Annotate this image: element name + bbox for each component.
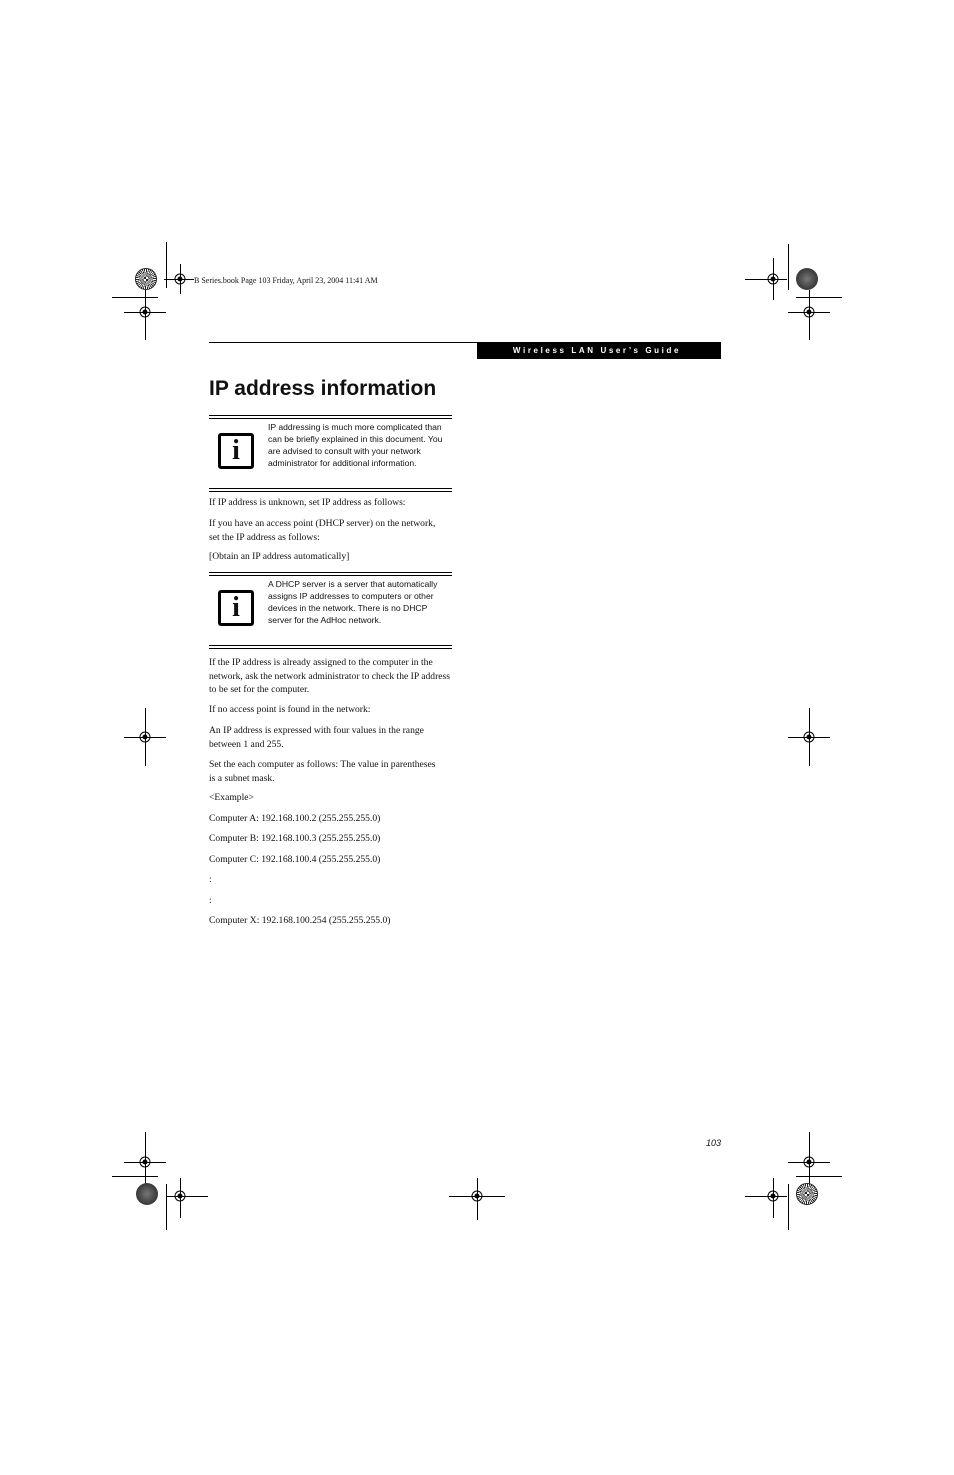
registration-disc-icon bbox=[796, 1183, 818, 1205]
registration-target-icon bbox=[800, 303, 818, 321]
page-title: IP address information bbox=[209, 377, 437, 400]
registration-disc-icon bbox=[136, 1183, 158, 1205]
paragraph: An IP address is expressed with four values in the range between 1 and 255. bbox=[209, 725, 424, 750]
registration-disc-icon bbox=[135, 268, 157, 290]
registration-target-icon bbox=[136, 1153, 154, 1171]
page-number: 103 bbox=[705, 1138, 721, 1148]
paragraph: [Obtain an IP address automatically] bbox=[209, 551, 350, 562]
registration-disc-icon bbox=[796, 268, 818, 290]
example-line: Computer B: 192.168.100.3 (255.255.255.0) bbox=[209, 833, 381, 844]
registration-target-icon bbox=[136, 728, 154, 746]
paragraph: Set the each computer as follows: The value in parentheses is a subnet mask. bbox=[209, 759, 436, 784]
running-header: Wireless LAN User’s Guide bbox=[477, 342, 721, 359]
registration-target-icon bbox=[171, 270, 189, 288]
info-note bbox=[209, 572, 452, 650]
registration-target-icon bbox=[764, 270, 782, 288]
registration-target-icon bbox=[171, 1187, 189, 1205]
paragraph: If you have an access point (DHCP server) on the network, set the IP address as follows: bbox=[209, 518, 436, 543]
registration-target-icon bbox=[764, 1187, 782, 1205]
paragraph: <Example> bbox=[209, 792, 254, 803]
ellipsis-line: : bbox=[209, 895, 212, 906]
info-note bbox=[209, 415, 452, 493]
note-text: A DHCP server is a server that automatically assigns IP addresses to computers or other devices in the network. There is no DHCP server for the AdHoc network. bbox=[268, 579, 438, 625]
registration-target-icon bbox=[468, 1187, 486, 1205]
registration-target-icon bbox=[800, 728, 818, 746]
note-text: IP addressing is much more complicated than can be briefly explained in this document. You are advised to consult with your network administrator for additional information. bbox=[268, 422, 443, 468]
info-icon: i bbox=[218, 590, 254, 626]
note-rule-bottom bbox=[209, 645, 452, 649]
registration-target-icon bbox=[136, 303, 154, 321]
print-slug: B Series.book Page 103 Friday, April 23, 2004 11:41 AM bbox=[194, 276, 378, 285]
example-line: Computer A: 192.168.100.2 (255.255.255.0) bbox=[209, 813, 381, 824]
note-rule-top bbox=[209, 415, 452, 419]
paragraph: If IP address is unknown, set IP address as follows: bbox=[209, 497, 406, 508]
note-rule-top bbox=[209, 572, 452, 576]
info-icon: i bbox=[218, 433, 254, 469]
note-rule-bottom bbox=[209, 488, 452, 492]
registration-target-icon bbox=[800, 1153, 818, 1171]
example-line: Computer C: 192.168.100.4 (255.255.255.0) bbox=[209, 854, 381, 865]
ellipsis-line: : bbox=[209, 874, 212, 885]
paragraph: If the IP address is already assigned to the computer in the network, ask the network administrator to check the IP address to be set for the computer. bbox=[209, 657, 451, 695]
paragraph: If no access point is found in the network: bbox=[209, 704, 371, 715]
example-line: Computer X: 192.168.100.254 (255.255.255.0) bbox=[209, 915, 391, 926]
